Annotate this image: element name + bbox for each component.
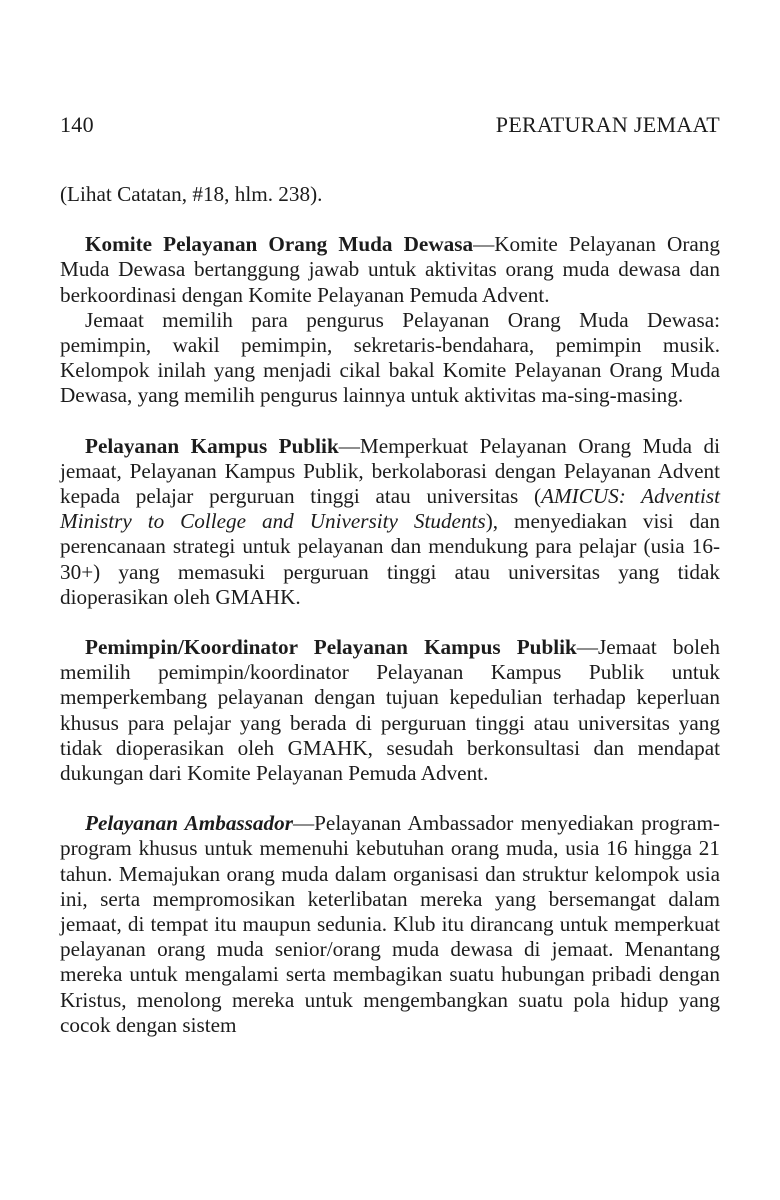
komite-term: Komite Pelayanan Orang Muda Dewasa — [85, 232, 474, 257]
intro-paragraph: (Lihat Catatan, #18, hlm. 238). — [60, 182, 323, 206]
running-title: PERATURAN JEMAAT — [495, 112, 720, 137]
book-page — [60, 112, 720, 1038]
kampus-term: Pelayanan Kampus Publik — [85, 433, 339, 458]
komite-text: —Komite Pelayanan Orang Muda Dewasa bertanggung jawab untuk aktivitas orang muda dewasa dan berkoordinasi dengan Komite Pelayanan Pemuda Advent. — [60, 232, 720, 307]
kampus-italic: AMICUS: Adventist Ministry to College and University Students — [60, 484, 720, 534]
ambassador-term: Pelayanan Ambassador — [85, 811, 293, 836]
kampus-text-b: ), menyediakan visi dan perencanaan strategi untuk pelayanan dan mendukung para pelajar (usia 16-30+) yang memasuki perguruan tinggi atau universitas yang tidak dioperasikan oleh GMAHK. — [60, 509, 720, 609]
komite-paragraph-2: Jemaat memilih para pengurus Pelayanan Orang Muda Dewasa: pemimpin, wakil pemimpin, sekretaris-bendahara, pemimpin musik. Kelompok inilah yang menjadi cikal bakal Komite Pelayanan Orang Muda Dewasa, yang memilih pengurus lainnya untuk aktivitas ma-sing-masing. — [60, 307, 720, 408]
page-number: 140 — [60, 112, 94, 137]
running-head — [60, 112, 720, 144]
ambassador-paragraph — [60, 811, 720, 1038]
koordinator-paragraph — [60, 635, 720, 786]
ambassador-text: —Pelayanan Ambassador menyediakan program-program khusus untuk memenuhi kebutuhan orang muda, usia 16 hingga 21 tahun. Memajukan orang muda dalam organisasi dan struktur kelompok usia ini, serta mempromosikan keterlibatan mereka yang bersemangat dalam jemaat, di tempat itu maupun sedunia. Klub itu dirancang untuk memperkuat pelayanan orang muda senior/orang muda dewasa di jemaat. Menantang mereka untuk mengalami serta membagikan suatu hubungan pribadi dengan Kristus, menolong mereka untuk mengembangkan suatu pola hidup yang cocok dengan sistem — [60, 811, 720, 1037]
koordinator-term: Pemimpin/Koordinator Pelayanan Kampus Publik — [85, 635, 577, 660]
komite-paragraph — [60, 232, 720, 308]
kampus-text-a: —Memperkuat Pelayanan Orang Muda di jemaat, Pelayanan Kampus Publik, berkolaborasi dengan Pelayanan Advent kepada pelajar perguruan tinggi atau universitas ( — [60, 433, 720, 509]
kampus-paragraph — [60, 434, 720, 610]
page-content — [60, 182, 720, 1038]
koordinator-text: —Jemaat boleh memilih pemimpin/koordinator Pelayanan Kampus Publik untuk memperkembang pelayanan dengan tujuan kepedulian terhadap keperluan khusus para pelajar yang berada di perguruan tinggi atau universitas yang tidak dioperasikan oleh GMAHK, sesudah berkonsultasi dan mendapat dukungan dari Komite Pelayanan Pemuda Advent. — [60, 635, 720, 786]
